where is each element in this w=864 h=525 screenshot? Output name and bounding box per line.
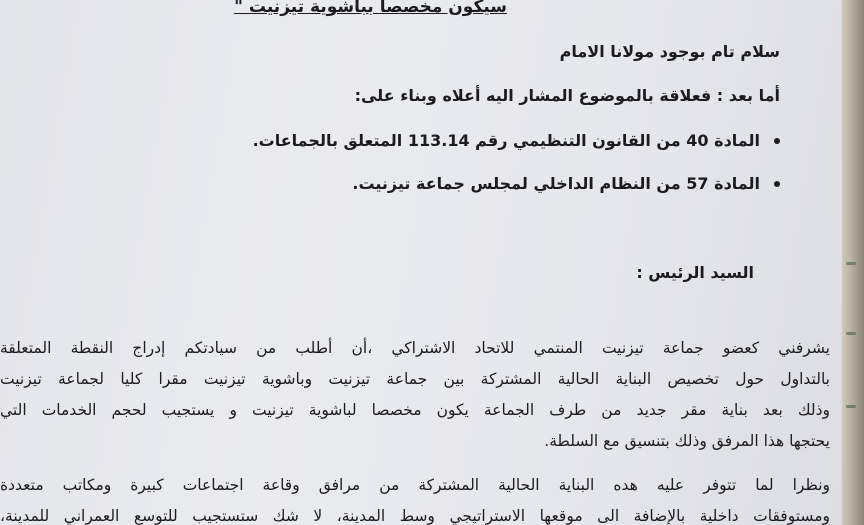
- bullet-icon: [774, 181, 780, 187]
- paragraph-request: [0, 333, 830, 457]
- bullet-text: المادة 40 من القانون التنظيمي رقم 113.14 المتعلق بالجماعات.: [252, 131, 760, 150]
- background-stain: [846, 262, 856, 265]
- intro-line: أما بعد : فعلاقة بالموضوع المشار اليه أعلاه وبناء على:: [354, 86, 780, 105]
- list-item: [253, 131, 780, 150]
- paragraph-line: ونظرا لما تتوفر عليه هده البناية الحالية المشتركة من مرافق وقاعة اجتماعات كبيرة ومكاتب متعددة: [0, 476, 830, 494]
- paragraph-line: يحتجها هذا المرفق وذلك بتنسيق مع السلطة.: [544, 432, 830, 450]
- background-stain: [846, 405, 856, 408]
- bullet-icon: [774, 138, 780, 144]
- paragraph-line: وذلك بعد بناية مقر جديد من طرف الجماعة يكون مخصصا لباشوية تيزنيت و يستجيب لحجم الخدمات التي: [0, 401, 830, 419]
- document-title: سيكون مخصصا بباشوية تيزنيت ": [234, 0, 507, 17]
- background-stain: [846, 332, 856, 335]
- bullet-text: المادة 57 من النظام الداخلي لمجلس جماعة تيزنيت.: [352, 174, 760, 193]
- salutation-line: السيد الرئيس :: [636, 263, 754, 282]
- greeting-line: سلام تام بوجود مولانا الامام: [559, 42, 780, 61]
- paragraph-line: يشرفني كعضو جماعة تيزنيت المنتمي للاتحاد الاشتراكي ،أن أطلب من سيادتكم إدراج النقطة المتعلقة: [0, 339, 830, 357]
- paragraph-line: ومستوفقات داخلية بالإضافة الى موقعها الاستراتيجي وسط المدينة، لا شك ستستجيب للتوسع العمراني للمدينة،: [0, 507, 830, 525]
- paragraph-justification: [0, 470, 830, 525]
- list-item: [352, 174, 780, 193]
- paragraph-line: بالتداول حول تخصيص البناية الحالية المشتركة بين جماعة تيزنيت وباشوية تيزنيت مقرا كليا لجماعة تيزنيت: [0, 370, 830, 388]
